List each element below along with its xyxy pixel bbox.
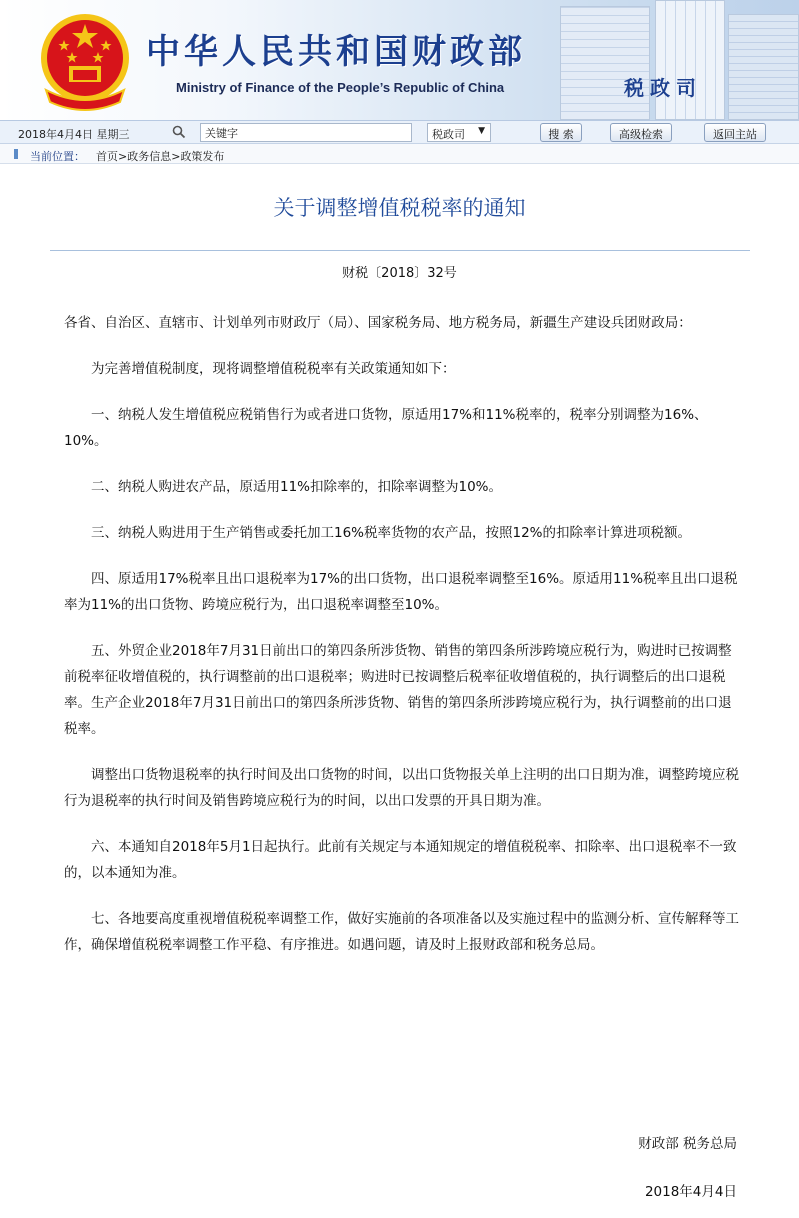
- paragraph-item-1: 一、纳税人发生增值税应税销售行为或者进口货物，原适用17%和11%税率的，税率分别调整为16%、10%。: [64, 407, 708, 449]
- scope-select-value: 税政司: [432, 128, 465, 141]
- national-emblem-icon: [36, 10, 134, 114]
- document-number: 财税〔2018〕32号: [342, 266, 457, 281]
- location-marker-icon: [14, 149, 18, 159]
- sign-date: 2018年4月4日: [644, 1184, 737, 1200]
- breadcrumb-item-home[interactable]: 首页: [96, 150, 118, 163]
- article-title: 关于调整增值税税率的通知: [273, 196, 526, 220]
- advanced-search-button[interactable]: 高级检索: [610, 123, 672, 142]
- breadcrumb-separator: >: [118, 150, 128, 163]
- paragraph-intro: 为完善增值税制度，现将调整增值税税率有关政策通知如下：: [91, 361, 456, 377]
- breadcrumb-item-policy[interactable]: 政策发布: [180, 150, 225, 163]
- site-title-cn: 中华人民共和国财政部: [146, 32, 526, 72]
- breadcrumb: [0, 144, 799, 164]
- return-home-button[interactable]: 返回主站: [704, 123, 766, 142]
- chevron-down-icon: ▼: [478, 126, 485, 136]
- paragraph-item-3: 三、纳税人购进用于生产销售或委托加工16%税率货物的农产品，按照12%的扣除率计算进项税额。: [91, 525, 692, 541]
- paragraph-item-7: 七、各地要高度重视增值税税率调整工作，做好实施前的各项准备以及实施过程中的监测分析、宣传解释等工作，确保增值税税率调整工作平稳、有序推进。如遇问题，请及时上报财政部和税务总局。: [64, 911, 739, 953]
- paragraph-item-2: 二、纳税人购进农产品，原适用11%扣除率的，扣除率调整为10%。: [91, 479, 503, 495]
- search-button[interactable]: 搜 索: [540, 123, 582, 142]
- current-date: 2018年4月4日 星期三: [18, 128, 130, 141]
- paragraph-item-5: 五、外贸企业2018年7月31日前出口的第四条所涉货物、销售的第四条所涉跨境应税行为，购进时已按调整前税率征收增值税的，执行调整前的出口退税率；购进时已按调整后税率征收增值税的，执行调整后的出口退税率。生产企业2018年7月31日前出口的第四条所涉货物、销售的第四条所涉跨境应税行为，执行调整前的出口退税率。: [64, 643, 732, 737]
- search-toolbar: [0, 120, 799, 144]
- search-input[interactable]: [200, 123, 412, 142]
- site-title-en: Ministry of Finance of the People’s Republic of China: [176, 80, 505, 95]
- scope-select[interactable]: [427, 123, 491, 142]
- search-icon: [172, 125, 186, 139]
- paragraph-item-6: 六、本通知自2018年5月1日起执行。此前有关规定与本通知规定的增值税税率、扣除率、出口退税率不一致的，以本通知为准。: [64, 839, 737, 881]
- breadcrumb-label: 当前位置：: [30, 150, 85, 163]
- site-banner: [0, 0, 799, 120]
- breadcrumb-item-gov-info[interactable]: 政务信息: [127, 150, 172, 163]
- banner-building-image: [560, 6, 650, 120]
- title-divider: [50, 250, 750, 251]
- banner-building-image: [728, 14, 799, 120]
- banner-building-image: [655, 0, 725, 120]
- paragraph-item-5-supplement: 调整出口货物退税率的执行时间及出口货物的时间，以出口货物报关单上注明的出口日期为准，调整跨境应税行为退税率的执行时间及销售跨境应税行为的时间，以出口发票的开具日期为准。: [64, 767, 739, 809]
- breadcrumb-trail: [96, 148, 224, 164]
- paragraph-item-4: 四、原适用17%税率且出口退税率为17%的出口货物，出口退税率调整至16%。原适用11%税率且出口退税率为11%的出口货物、跨境应税行为，出口退税率调整至10%。: [64, 571, 738, 613]
- department-name: 税政司: [624, 76, 702, 100]
- addressee: 各省、自治区、直辖市、计划单列市财政厅（局）、国家税务局、地方税务局，新疆生产建设兵团财政局：: [64, 315, 692, 331]
- signature: 财政部 税务总局: [638, 1136, 737, 1152]
- breadcrumb-separator: >: [171, 150, 181, 163]
- article-body: [64, 310, 740, 978]
